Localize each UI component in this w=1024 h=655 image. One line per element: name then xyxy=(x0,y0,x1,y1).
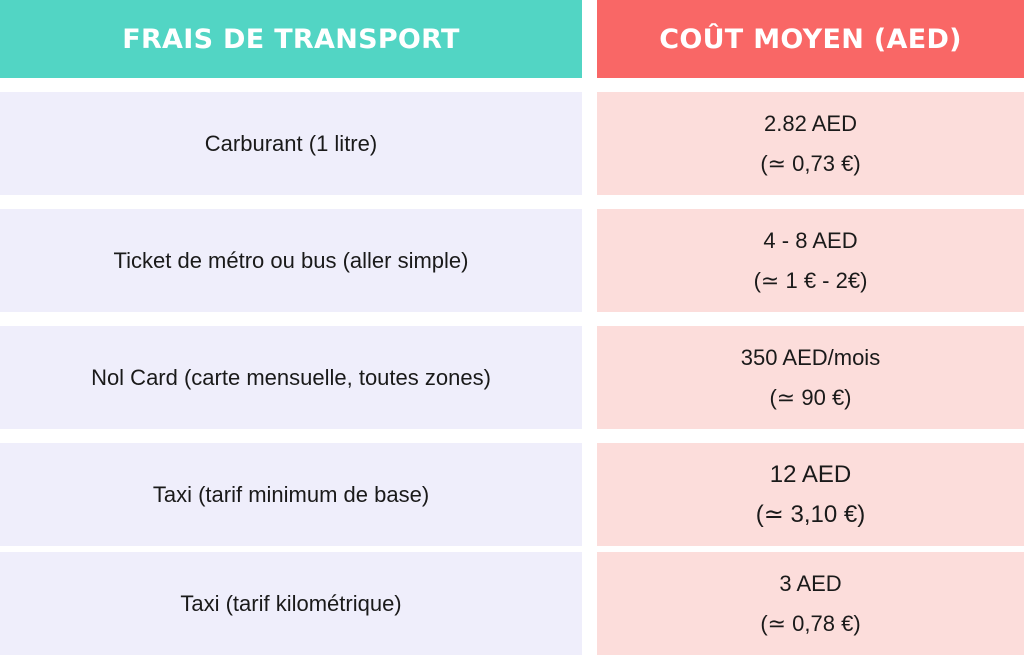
header-average-cost: COÛT MOYEN (AED) xyxy=(597,0,1024,78)
cost-eur: (≃ 90 €) xyxy=(769,384,852,410)
cost-eur: (≃ 3,10 €) xyxy=(755,500,866,528)
row-label: Carburant (1 litre) xyxy=(204,130,378,156)
row-cost-cell xyxy=(597,92,1024,195)
row-label-cell xyxy=(0,209,582,312)
cost-aed: 4 - 8 AED xyxy=(763,227,858,253)
row-label-cell xyxy=(0,326,582,429)
cost-eur: (≃ 1 € - 2€) xyxy=(753,267,868,293)
row-cost-cell xyxy=(597,552,1024,655)
cost-aed: 2.82 AED xyxy=(764,110,857,136)
table-row xyxy=(0,209,1024,312)
row-label: Taxi (tarif minimum de base) xyxy=(152,481,430,507)
table-row xyxy=(0,443,1024,546)
row-cost-cell xyxy=(597,326,1024,429)
row-label-cell xyxy=(0,552,582,655)
row-label: Taxi (tarif kilométrique) xyxy=(180,590,402,616)
row-label: Nol Card (carte mensuelle, toutes zones) xyxy=(91,364,491,390)
cost-eur: (≃ 0,73 €) xyxy=(760,150,861,176)
cost-aed: 3 AED xyxy=(779,570,842,596)
table-row xyxy=(0,552,1024,655)
row-cost-cell xyxy=(597,443,1024,546)
row-cost-cell xyxy=(597,209,1024,312)
row-label-cell xyxy=(0,443,582,546)
cost-eur: (≃ 0,78 €) xyxy=(760,610,861,636)
header-transport-fees: FRAIS DE TRANSPORT xyxy=(0,0,582,78)
table-row xyxy=(0,326,1024,429)
cost-aed: 350 AED/mois xyxy=(740,344,881,370)
row-label-cell xyxy=(0,92,582,195)
cost-aed: 12 AED xyxy=(769,460,852,488)
table-row xyxy=(0,92,1024,195)
row-label: Ticket de métro ou bus (aller simple) xyxy=(113,247,469,273)
